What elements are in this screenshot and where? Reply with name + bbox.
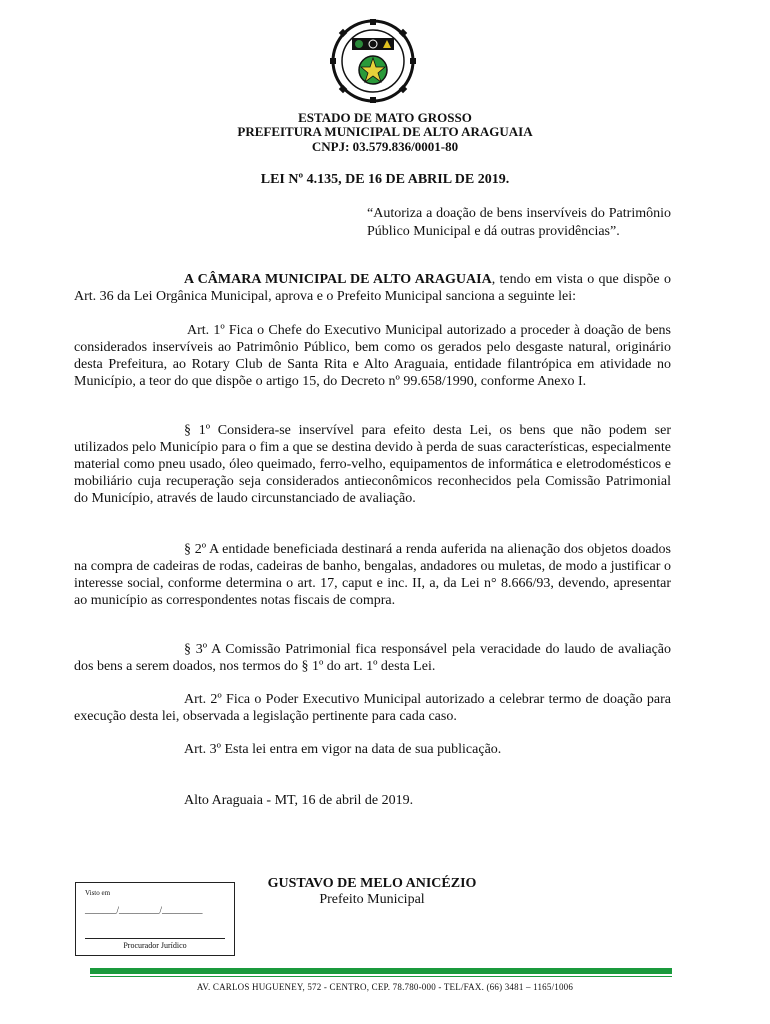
paragraph-1 [74,422,671,507]
preamble-bold: A CÂMARA MUNICIPAL DE ALTO ARAGUAIA [184,272,492,287]
law-title: LEI Nº 4.135, DE 16 DE ABRIL DE 2019. [260,172,510,187]
article-3 [74,741,671,758]
visto-stamp-box [75,882,235,956]
paragraph-3-text: § 3º A Comissão Patrimonial fica responsável pela veracidade do laudo de avaliação dos bens a serem doados, nos termos do § 1º do art. 1º desta Lei. [74,642,671,674]
paragraph-1-text: § 1º Considera-se inservível para efeito desta Lei, os bens que não podem ser utilizados pelo Município para o fim a que se destina devido à perda de suas características, especialmente material como pneu usado, óleo queimado, ferro-velho, equipamentos de informática e eletrodomésticos e mobiliário cuja recuperação seja considerados antieconômicos reconhecidos pela Comissão Patrimonial do Município, através de laudo circunstanciado de avaliação. [74,423,671,506]
paragraph-2 [74,541,671,609]
article-1-text: Art. 1º Fica o Chefe do Executivo Municipal autorizado a proceder à doação de bens considerados inservíveis ao Patrimônio Público, bem como os gerados pelo desgaste natural, originário desta Prefeitura, ao Rotary Club de Santa Rita e Alto Araguaia, entidade filantrópica em atividade no Município, a teor do que dispõe o artigo 15, do Decreto nº 99.658/1990, conforme Anexo I. [74,323,671,389]
visto-label: Visto em [85,889,111,897]
footer-divider [90,968,672,974]
header-state: ESTADO DE MATO GROSSO [298,110,472,125]
signature-role: Prefeito Municipal [319,892,425,907]
law-ementa: “Autoriza a doação de bens inservíveis do Patrimônio Público Municipal e dá outras providências”. [367,206,671,239]
municipal-seal-logo [326,18,420,104]
paragraph-2-text: § 2º A entidade beneficiada destinará a renda auferida na alienação dos objetos doados na compra de cadeiras de rodas, cadeiras de banho, bengalas, andadores ou muletas, de modo a justificar o interesse social, conforme determina o art. 17, caput e inc. II, a, da Lei n° 8.666/93, devendo, apresentar ao município as correspondentes notas fiscais de compra. [74,542,671,608]
place-date-text: Alto Araguaia - MT, 16 de abril de 2019. [184,793,414,808]
footer-address: AV. CARLOS HUGUENEY, 572 - CENTRO, CEP. 78.780-000 - TEL/FAX. (66) 3481 – 1165/1006 [196,982,574,992]
article-3-text: Art. 3º Esta lei entra em vigor na data de sua publicação. [184,742,502,757]
article-2 [74,691,671,725]
paragraph-3 [74,641,671,675]
footer-divider-thin [90,976,672,977]
visto-signature-line [85,938,225,939]
visto-role: Procurador Jurídico [123,941,187,950]
header-prefecture: PREFEITURA MUNICIPAL DE ALTO ARAGUAIA [237,124,533,139]
place-date [74,792,671,809]
visto-date-blank: _______/_________/_________ [85,905,203,915]
preamble [74,271,671,305]
preamble-rest: , tendo em vista o que dispõe o Art. 36 da Lei Orgânica Municipal, aprova e o Prefeito Municipal sanciona a seguinte lei: [74,272,671,304]
article-1 [74,322,671,390]
header-cnpj: CNPJ: 03.579.836/0001-80 [311,139,459,154]
signature-name: GUSTAVO DE MELO ANICÉZIO [267,876,477,891]
article-2-text: Art. 2º Fica o Poder Executivo Municipal autorizado a celebrar termo de doação para execução desta lei, observada a legislação pertinente para cada caso. [74,692,671,724]
